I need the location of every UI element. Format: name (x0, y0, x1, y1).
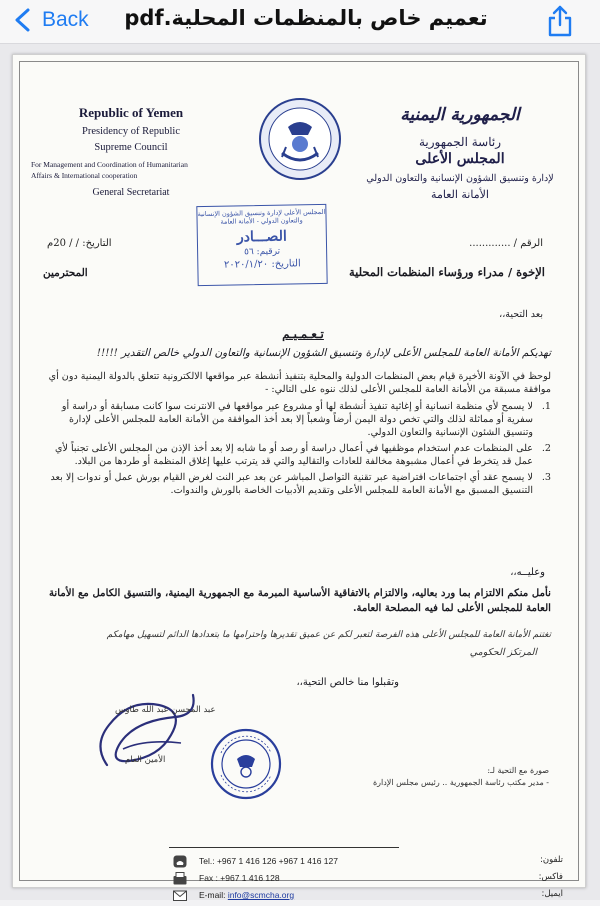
email-label: E-mail: info@scmcha.org (199, 890, 295, 900)
list-item (47, 471, 551, 497)
list-item-number: 3. (541, 472, 551, 483)
stamp-number: ترقيم: ٥٦ (244, 246, 281, 258)
cc-line2: - مدير مكتب رئاسة الجمهورية .. رئيس مجلس الإدارة (372, 778, 549, 787)
back-button[interactable] (12, 4, 89, 36)
list-item-number: 1. (541, 401, 551, 412)
ar-header-line5: الأمانة العامة (431, 188, 489, 201)
english-letterhead (31, 105, 231, 198)
document-page (12, 54, 586, 900)
ar-header-line3: المجلس الأعلى (415, 151, 505, 167)
rank-line: المرتكز الحكومي (469, 647, 537, 658)
navigation-bar (0, 0, 600, 44)
fax-icon (173, 872, 187, 885)
email-icon (173, 889, 187, 902)
honorific: المحترمين (43, 267, 88, 279)
list-item-text: لا يسمح لأي منظمة انسانية أو إغاثية تنفيذ أنشطة لها أو مشروع عبر مواقعها في الانترنت سوا كانت مسابقة أو دراسة أو سفرية أو مماثلة لذلك والتي تخص دولة اليمن أرضاً وشعباً إلا بعد أخذ الموافقة من الأمانة العامة للمجلس الأعلى لإدارة وتنسيق الشئون الإنسانية والتعاون الدولي. (61, 401, 533, 438)
intro-line: تهديكم الأمانة العامة للمجلس الأعلى لإدارة وتنسيق الشؤون الإنسانية والتعاون الدولي خالص التقدير !!!!! (96, 347, 551, 359)
circular-title: تـعـمـيـم (282, 327, 324, 341)
phone-label-ar: تلفون: (540, 855, 563, 865)
stamp-date: التاريخ: ٢٠٢٠/١/٢٠ (223, 258, 301, 271)
arabic-letterhead (355, 105, 565, 201)
signatory-name: عبد المحسن عبد الله طاوس (115, 705, 216, 715)
en-header-line4a: For Management and Coordination of Humanitarian (31, 160, 188, 169)
en-header-line2: Presidency of Republic (82, 126, 180, 137)
fax-row (173, 872, 573, 889)
signatory-title: الأمين العام (125, 755, 166, 765)
fax-label-ar: فاكس: (538, 872, 563, 882)
carbon-copy (359, 765, 549, 789)
en-header-line1: Republic of Yemen (78, 105, 184, 120)
fax-value: +967 1 416 128 (220, 873, 280, 883)
list-item (47, 400, 551, 439)
reference-field: الرقم / ............. (469, 238, 543, 249)
list-item-number: 2. (541, 443, 551, 454)
official-seal-icon (209, 727, 283, 801)
contact-footer (173, 855, 573, 906)
handwritten-signature (89, 665, 209, 785)
instructions-list (47, 400, 551, 497)
body-paragraph: لوحظ في الآونة الأخيرة قيام بعض المنظمات الدولية والمحلية بتنفيذ أنشطة عبر مواقعها الالكترونية تتعلق بالدولة اليمنية دون أي موافقة مسبقة من الأمانة العامة للمجلس الأعلى لذلك ننوه على التالي: - (48, 371, 551, 395)
phone-label: Tel.: +967 1 416 126 +967 1 416 127 (199, 856, 338, 866)
ar-header-line2: رئاسة الجمهورية (418, 135, 502, 149)
pdf-viewer[interactable] (0, 44, 600, 900)
thanks-line: تغتنم الأمانة العامة للمجلس الأعلى هذه الفرصة لتعبر لكم عن عميق تقديرها واحترامها ما بتعدادها الدائم لتسهيل مهامكم (106, 630, 551, 640)
en-header-line5: General Secretariat (92, 187, 170, 198)
list-item (47, 442, 551, 468)
share-icon[interactable] (544, 4, 576, 38)
back-label: Back (42, 8, 89, 31)
ar-header-line1: الجمهورية اليمنية (400, 105, 520, 125)
chevron-left-icon (12, 7, 34, 33)
date-field: التاريخ: / / 20م (47, 238, 112, 249)
cc-line1: صورة مع التحية لـ: (487, 766, 549, 775)
closing-regards: وتقبلوا منا خالص التحية،، (296, 677, 399, 688)
stamp-line2: والتعاون الدولي - الأمانة العامة (220, 216, 303, 226)
phone-row (173, 855, 573, 872)
phone-icon (173, 855, 187, 868)
conclusion-lead: وعليــه،، (510, 567, 545, 578)
addressee: الإخوة / مدراء ورؤساء المنظمات المحلية (348, 265, 545, 279)
email-label-ar: ايميل: (541, 889, 563, 899)
en-header-line3: Supreme Council (94, 142, 168, 153)
list-item-text: على المنظمات عدم استخدام موظفيها في أعمال دراسة أو رصد أو ما شابه إلا بعد أخذ الإذن من المجلس الأعلى تجنباً لأي عمل قد يتخرط في أعمال مشبوهة مخالفة للعادات والتقاليد والتي قد يترتب عليها إغلاق المنظمة أو طردها من البلاد. (54, 443, 533, 467)
email-link[interactable]: info@scmcha.org (227, 890, 295, 900)
en-header-line4b: Affairs & International cooperation (31, 171, 138, 180)
stamp-label: الصـــادر (236, 228, 287, 246)
conclusion-paragraph: نأمل منكم الالتزام بما ورد بعاليه، والالتزام بالاتفاقية الأساسية المبرمة مع الجمهورية اليمنية، والتنسيق الكامل مع الأمانة العامة للمجلس الأعلى لما فيه المصلحة العامة. (48, 587, 551, 614)
outgoing-stamp (196, 204, 327, 286)
en-header-line4 (31, 159, 231, 181)
footer-divider (169, 847, 399, 848)
ar-header-line4: لإدارة وتنسيق الشؤون الإنسانية والتعاون الدولي (366, 173, 554, 184)
fax-label: Fax : +967 1 416 128 (199, 873, 280, 883)
greeting: بعد التحية،، (499, 309, 543, 320)
stamp-line1: المجلس الأعلى لإدارة وتنسيق الشؤون الإنسانية (197, 207, 326, 219)
document-title: تعميم خاص بالمنظمات المحلية.pdf (124, 6, 488, 30)
council-emblem-icon (258, 97, 342, 181)
phone-value: +967 1 416 126 +967 1 416 127 (216, 856, 338, 866)
email-row (173, 889, 573, 906)
list-item-text: لا يسمح عقد أي اجتماعات افتراضية عبر تقنية التواصل المباشر عن بعد عبر النت لغرض القيام بورش عمل أو ندوات إلا بعد التنسيق المسبق مع الأمانة العامة للمجلس الأعلى وتقديم الأدبيات الخاصة بالورش والندوات. (50, 472, 533, 496)
